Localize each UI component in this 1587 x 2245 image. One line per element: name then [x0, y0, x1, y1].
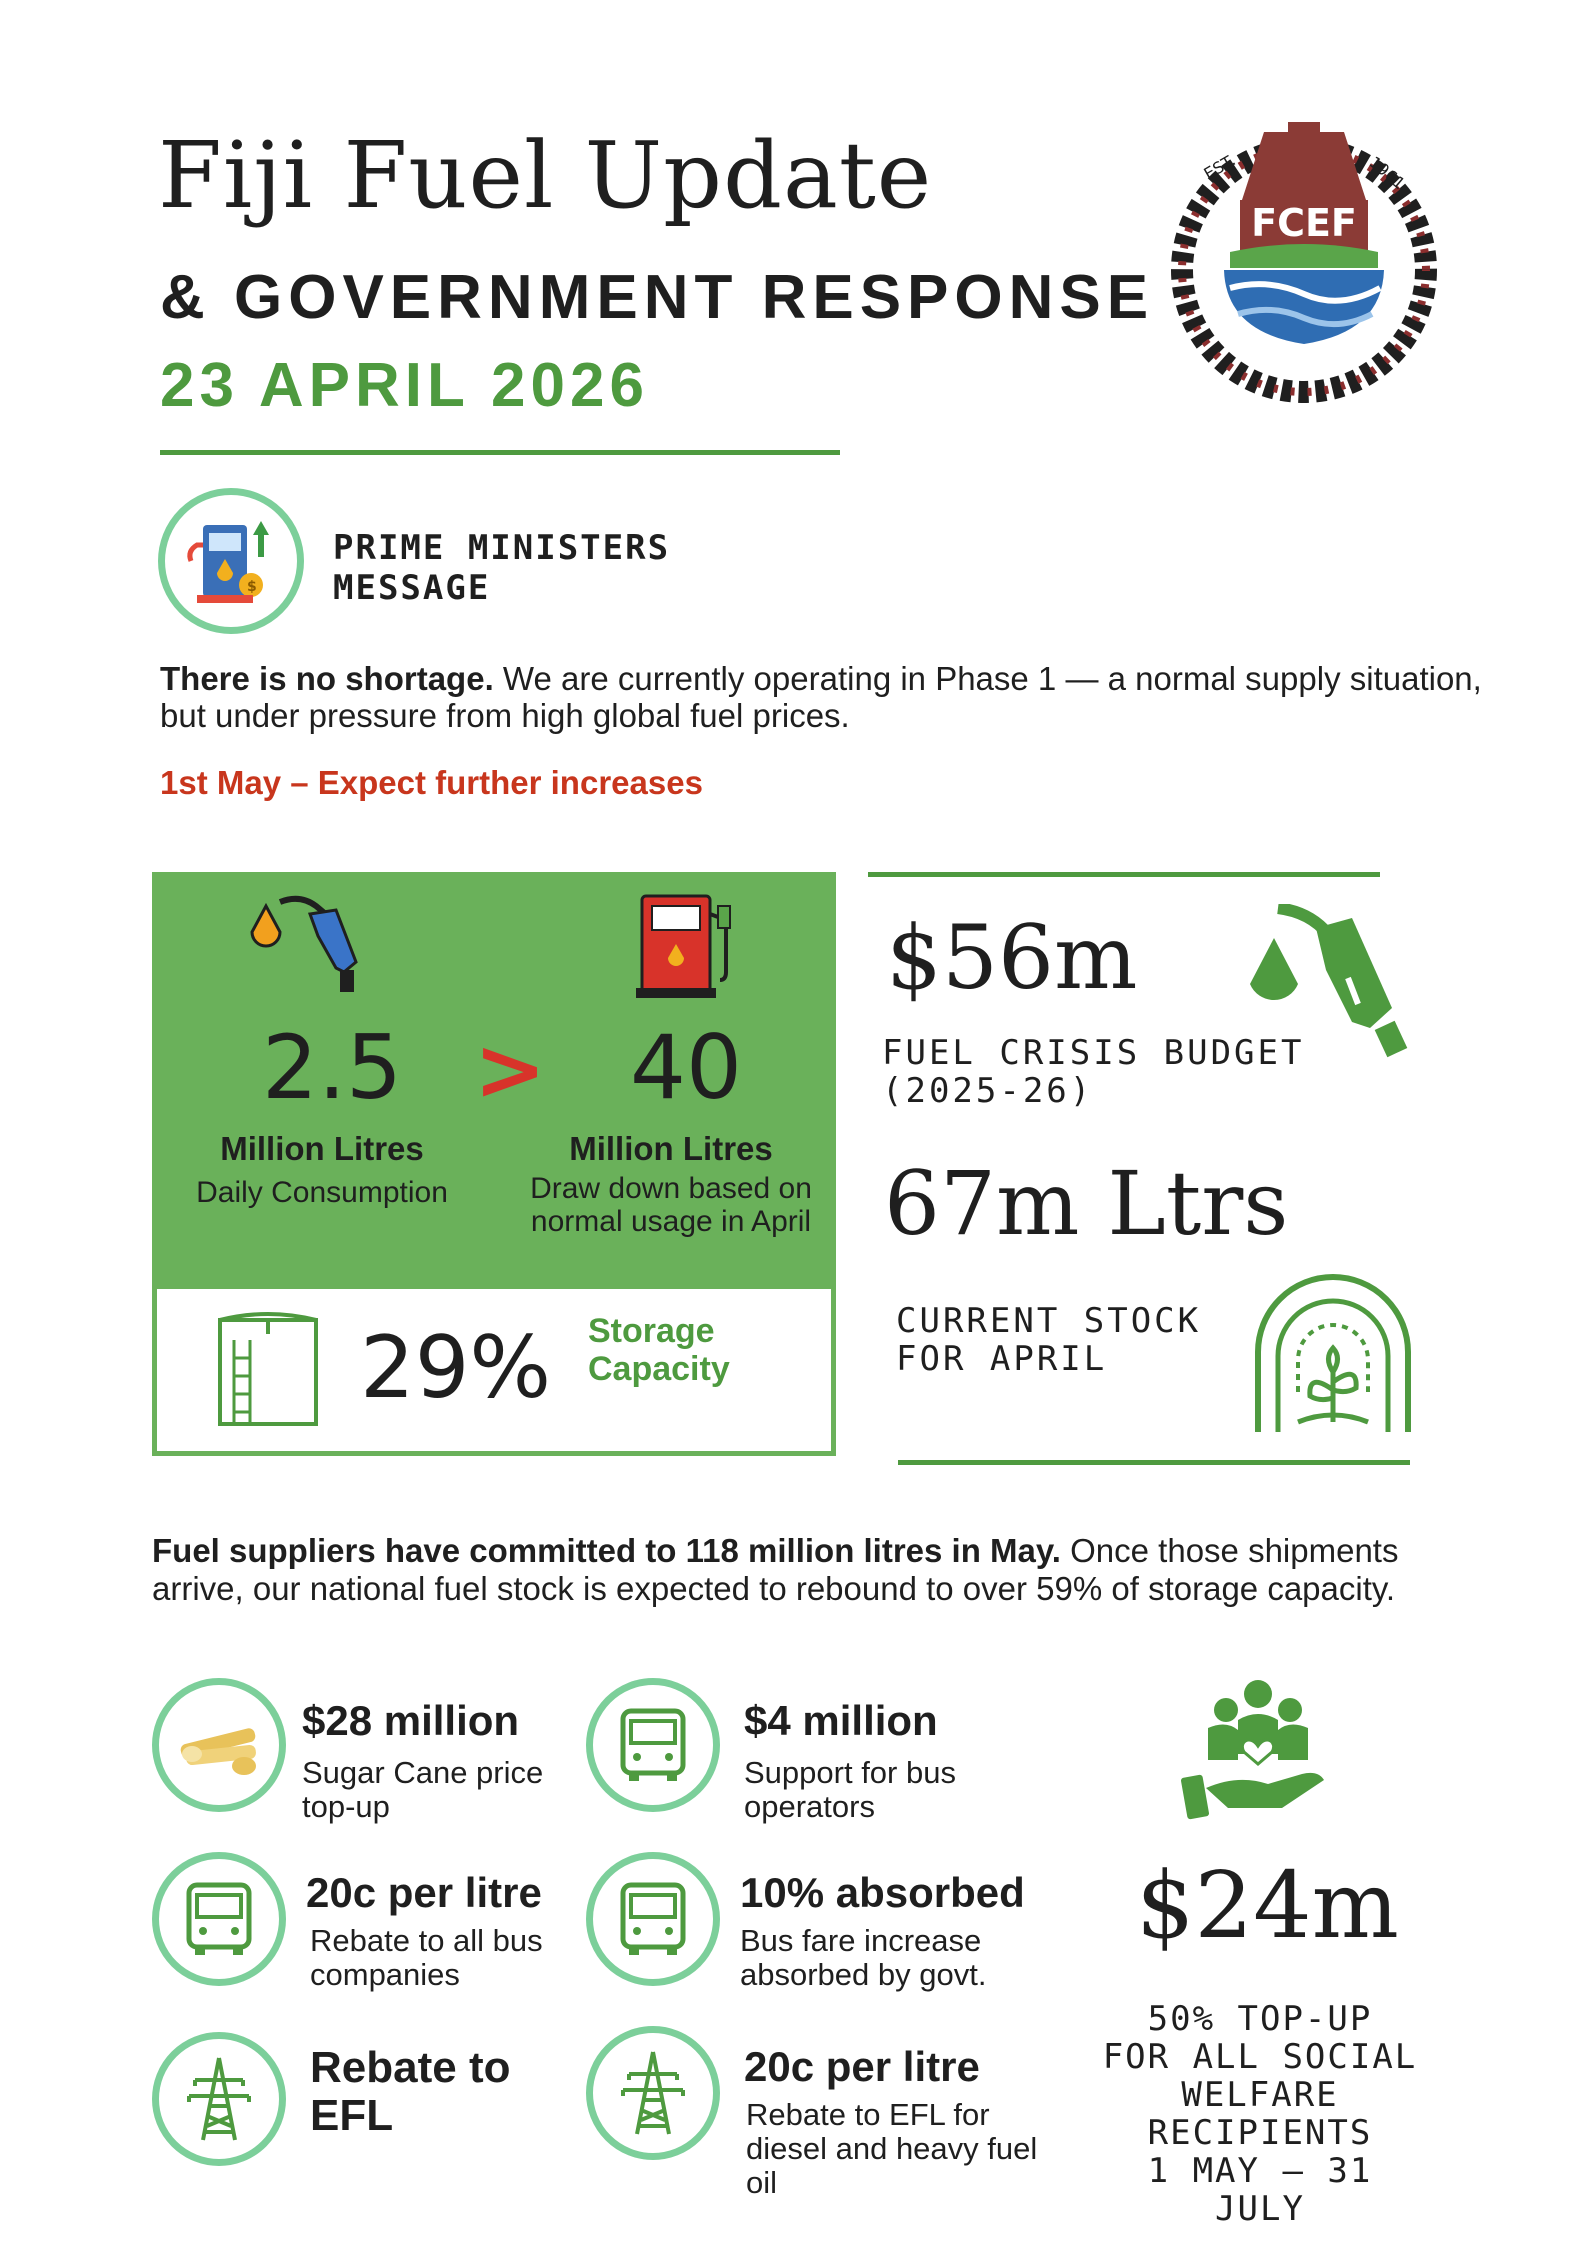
bus-icon	[586, 1852, 720, 1986]
welfare-caption	[1100, 2000, 1420, 2228]
stock-caption-line2: FOR APRIL	[896, 1339, 1108, 1379]
welfare-line4: RECIPIENTS	[1147, 2113, 1373, 2153]
drawdown-value: 40	[630, 1016, 742, 1119]
measure-6-desc-line1: Rebate to EFL for	[746, 2097, 990, 2132]
page-title: Fiji Fuel Update	[158, 122, 933, 229]
greater-than-symbol: >	[474, 1020, 547, 1120]
sugar-cane-icon	[152, 1678, 286, 1812]
welfare-line1: 50% TOP-UP	[1147, 1999, 1373, 2039]
stats-top-divider	[868, 872, 1380, 877]
measure-4-desc	[740, 1924, 986, 1992]
pm-intro-bold: There is no shortage.	[160, 660, 494, 697]
power-tower-icon	[586, 2026, 720, 2160]
storage-label	[588, 1312, 730, 1388]
stock-caption-line1: CURRENT STOCK	[896, 1301, 1202, 1341]
measure-6-desc-line3: oil	[746, 2165, 778, 2200]
measure-4-desc-line2: absorbed by govt.	[740, 1957, 987, 1992]
measure-2-desc-line1: Support for bus	[744, 1755, 956, 1790]
drawdown-desc	[516, 1172, 826, 1238]
pm-intro-rest: We are currently operating in Phase 1 — a normal supply situation, but under pressure from high global fuel prices.	[160, 660, 1482, 734]
bus-icon	[586, 1678, 720, 1812]
measure-1-desc-line1: Sugar Cane price	[302, 1755, 544, 1790]
measure-5-title-line2: EFL	[310, 2091, 394, 2140]
svg-text:$: $	[247, 579, 257, 595]
page-date: 23 APRIL 2026	[160, 351, 649, 420]
measure-6-desc	[746, 2098, 1037, 2200]
measure-6-desc-line2: diesel and heavy fuel	[746, 2131, 1038, 2166]
logo-est: EST.	[1200, 150, 1239, 184]
measure-5-title-line1: Rebate to	[310, 2043, 511, 2092]
daily-desc: Daily Consumption	[196, 1176, 448, 1209]
suppliers-note	[152, 1532, 1492, 1608]
price-alert: 1st May – Expect further increases	[160, 764, 703, 801]
welfare-hand-icon	[1178, 1676, 1338, 1826]
header-divider	[160, 450, 840, 455]
welfare-line2: FOR ALL SOCIAL	[1102, 2037, 1418, 2077]
pm-message-label	[333, 528, 670, 608]
sprout-arch-icon	[1248, 1272, 1418, 1442]
measure-3-title: 20c per litre	[306, 1869, 542, 1916]
stock-caption	[896, 1302, 1201, 1378]
pm-label-line2: MESSAGE	[333, 568, 491, 608]
measure-1-desc	[302, 1756, 543, 1824]
fuel-nozzle-icon	[1240, 904, 1420, 1074]
welfare-line5: 1 MAY – 31 JULY	[1147, 2151, 1373, 2229]
suppliers-rest: Once those shipments arrive, our national fuel stock is expected to rebound to over 59% of storage capacity.	[152, 1532, 1399, 1607]
measure-2-desc	[744, 1756, 956, 1824]
measure-4-desc-line1: Bus fare increase	[740, 1923, 982, 1958]
budget-caption-line1: FUEL CRISIS BUDGET	[882, 1033, 1305, 1073]
budget-caption-line2: (2025-26)	[882, 1071, 1094, 1111]
measure-5-title	[310, 2044, 510, 2140]
measure-1-desc-line2: top-up	[302, 1789, 390, 1824]
fuel-price-icon	[158, 488, 304, 634]
measure-2-desc-line2: operators	[744, 1789, 875, 1824]
drawdown-desc-line2: normal usage in April	[530, 1205, 812, 1238]
bus-icon	[152, 1852, 286, 1986]
measure-3-desc-line2: companies	[310, 1957, 460, 1992]
stock-amount: 67m Ltrs	[884, 1152, 1289, 1255]
pm-label-line1: PRIME MINISTERS	[333, 528, 671, 568]
logo-acronym: FCEF	[1251, 201, 1357, 245]
pm-intro	[160, 660, 1490, 734]
measure-1-title: $28 million	[302, 1697, 520, 1744]
measure-6-title: 20c per litre	[744, 2043, 980, 2090]
measure-4-title: 10% absorbed	[740, 1869, 1025, 1916]
logo-year: 1961	[1365, 152, 1409, 194]
daily-consumption-value: 2.5	[262, 1016, 402, 1119]
stats-bottom-divider	[898, 1460, 1410, 1465]
fuel-pump-icon	[634, 892, 744, 1002]
drawdown-desc-line1: Draw down based on	[530, 1172, 812, 1205]
storage-tank-icon	[214, 1310, 322, 1430]
daily-unit: Million Litres	[220, 1130, 424, 1167]
storage-label-line2: Capacity	[588, 1350, 730, 1388]
suppliers-bold: Fuel suppliers have committed to 118 million litres in May.	[152, 1532, 1061, 1569]
welfare-line3: WELFARE	[1181, 2075, 1339, 2115]
drawdown-unit: Million Litres	[569, 1130, 773, 1167]
storage-value: 29%	[360, 1318, 552, 1418]
nozzle-drop-icon	[240, 892, 370, 1002]
power-tower-icon	[152, 2032, 286, 2166]
fcef-logo	[1168, 118, 1440, 408]
welfare-amount: $24m	[1136, 1852, 1399, 1959]
budget-amount: $56m	[886, 906, 1138, 1009]
measure-3-desc	[310, 1924, 543, 1992]
storage-label-line1: Storage	[588, 1312, 715, 1350]
page-subtitle: & GOVERNMENT RESPONSE	[160, 263, 1155, 332]
measure-3-desc-line1: Rebate to all bus	[310, 1923, 543, 1958]
measure-2-title: $4 million	[744, 1697, 938, 1744]
